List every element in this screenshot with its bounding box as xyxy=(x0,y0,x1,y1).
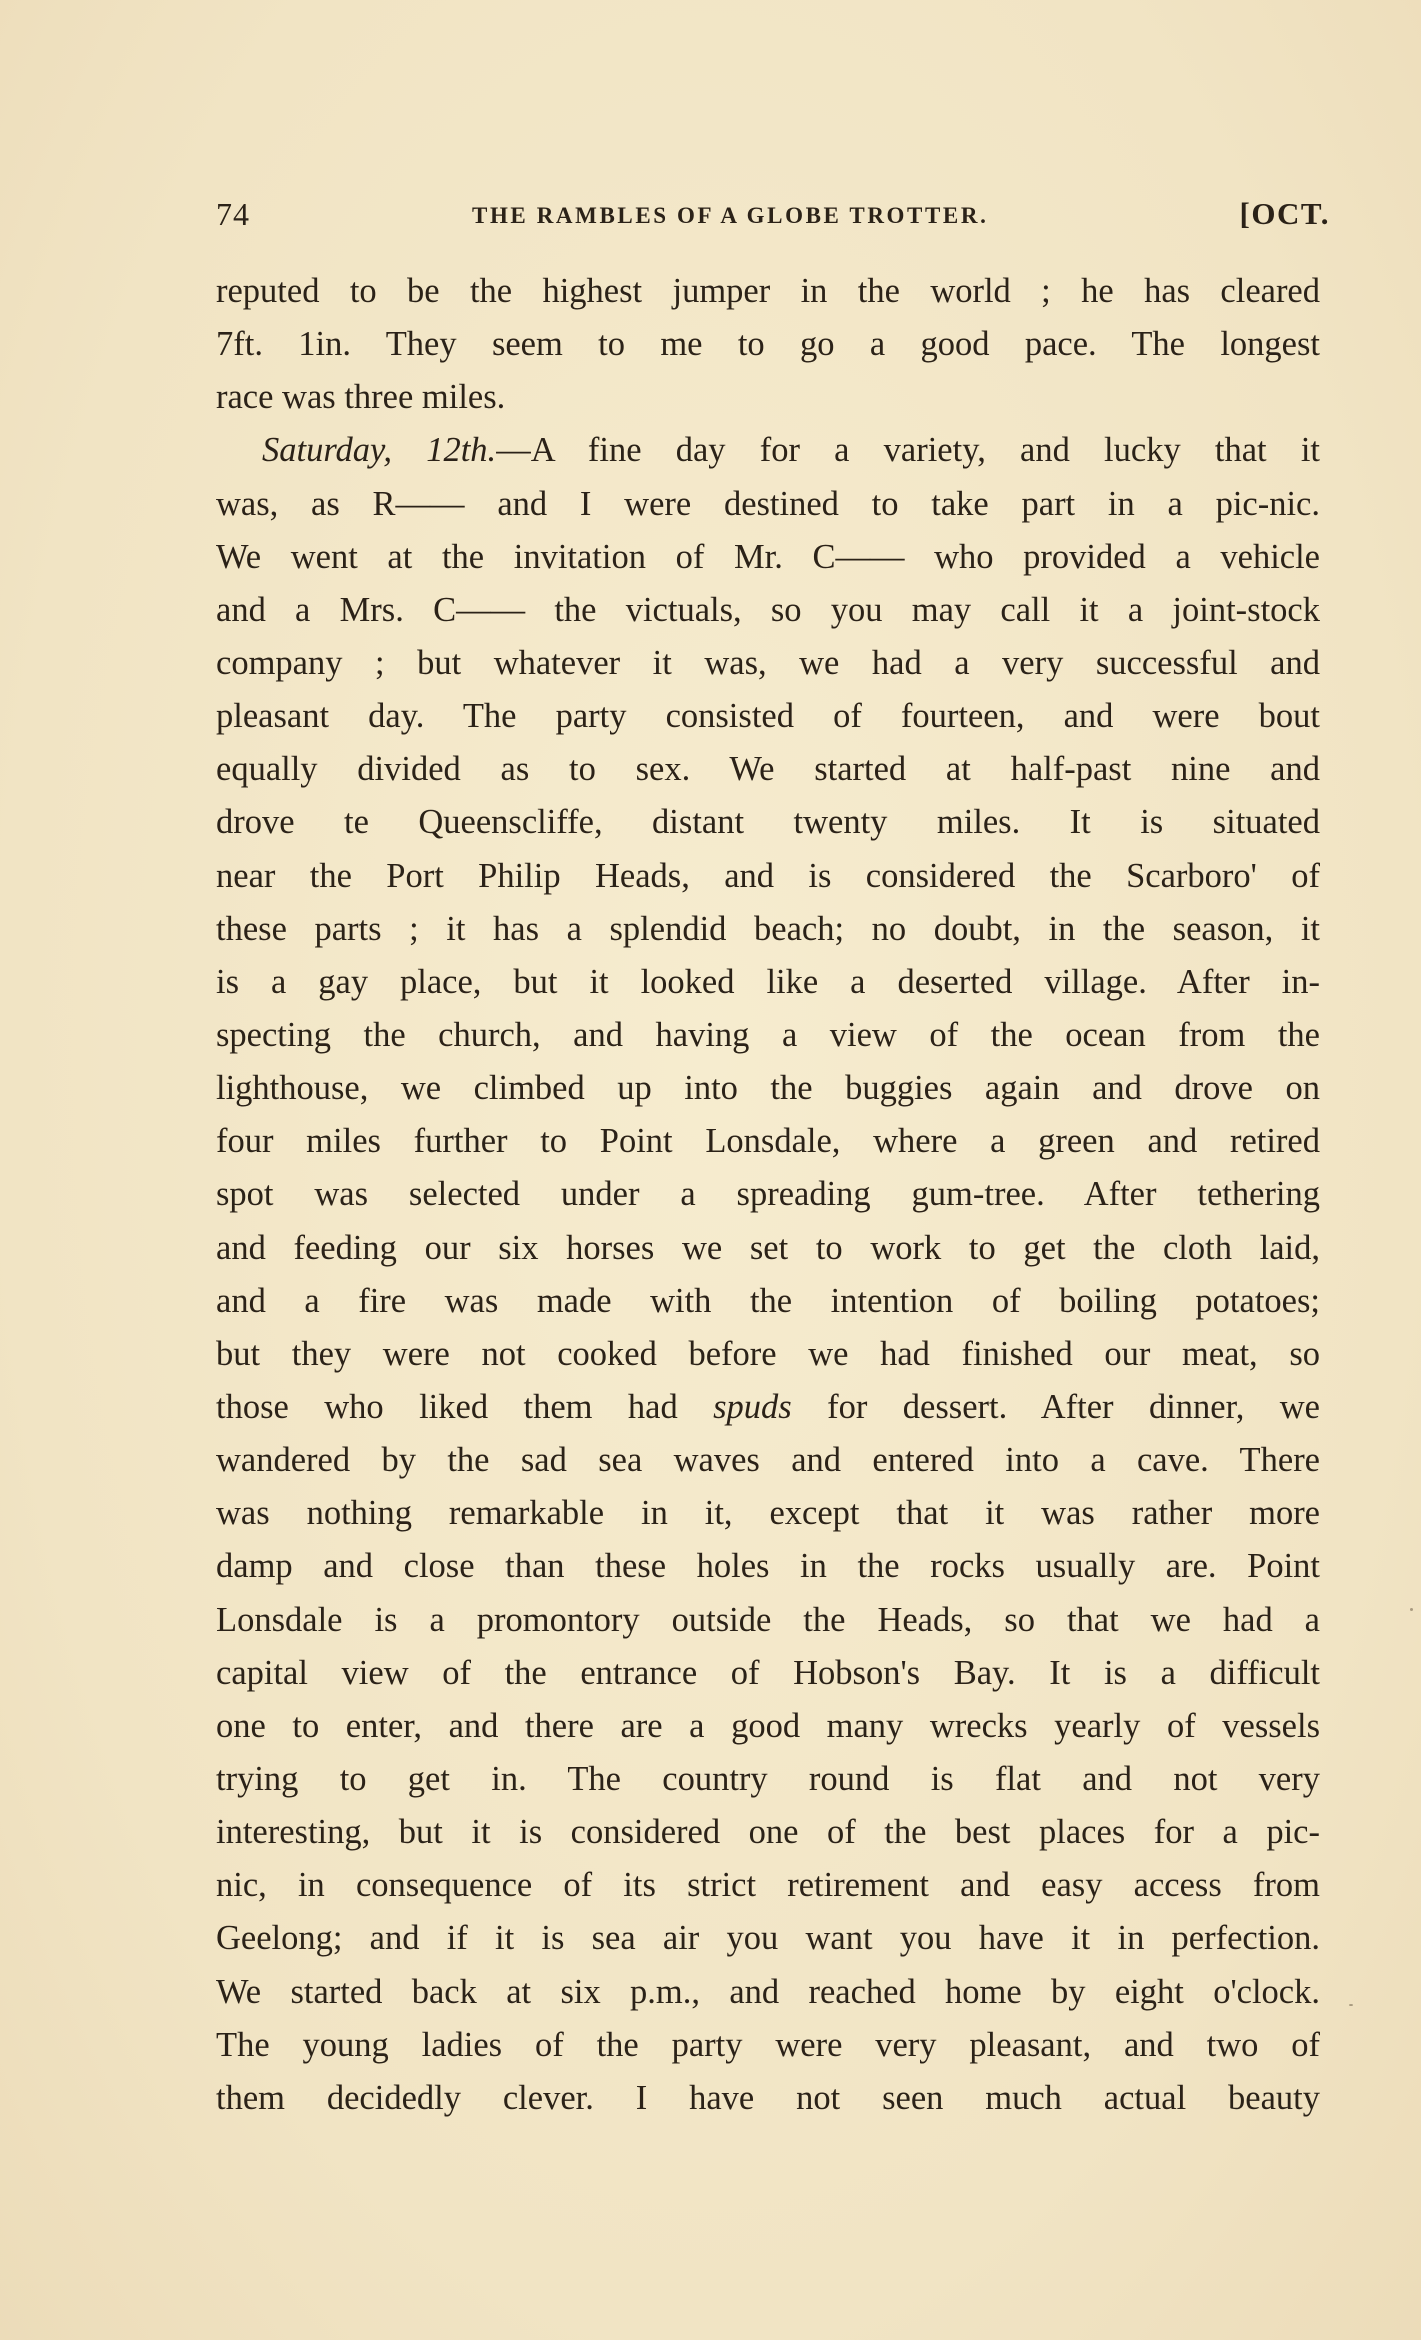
page-number: 74 xyxy=(216,196,250,232)
text-line: capital view of the entrance of Hobson's Bay. It is a difficult xyxy=(216,1653,1320,1692)
text-line: these parts ; it has a splendid beach; no doubt, in the season, it xyxy=(216,909,1320,948)
text-line: race was three miles. xyxy=(216,378,506,417)
text-line: and feeding our six horses we set to work to get the cloth laid, xyxy=(216,1228,1320,1267)
text-line: damp and close than these holes in the rocks usually are. Point xyxy=(216,1547,1320,1586)
text-line: one to enter, and there are a good many wrecks yearly of vessels xyxy=(216,1706,1320,1745)
text-line: trying to get in. The country round is flat and not very xyxy=(216,1759,1320,1798)
text-line: nic, in consequence of its strict retirement and easy access from xyxy=(216,1866,1320,1905)
text-line-dated xyxy=(216,424,1320,477)
text-line: but they were not cooked before we had finished our meat, so xyxy=(216,1334,1320,1373)
text-line: was nothing remarkable in it, except that it was rather more xyxy=(216,1494,1320,1533)
text-line: is a gay place, but it looked like a deserted village. After in- xyxy=(216,962,1320,1001)
section-mark: [OCT. xyxy=(1239,196,1330,231)
text-line-end: for dessert. After dinner, we xyxy=(827,1387,1320,1426)
italic-word: spuds xyxy=(713,1387,792,1426)
text-line: equally divided as to sex. We started at half-past nine and xyxy=(216,750,1320,789)
body-text xyxy=(216,265,1320,2125)
text-line: spot was selected under a spreading gum-tree. After tethering xyxy=(216,1175,1320,1214)
text-line: lighthouse, we climbed up into the buggies again and drove on xyxy=(216,1069,1320,1108)
text-line: company ; but whatever it was, we had a very successful and xyxy=(216,643,1320,682)
text-line: specting the church, and having a view of the ocean from the xyxy=(216,1015,1320,1054)
date-day: Saturday, xyxy=(262,431,393,470)
text-line: reputed to be the highest jumper in the world ; he has cleared xyxy=(216,272,1320,310)
text-line: near the Port Philip Heads, and is considered the Scarboro' of xyxy=(216,856,1320,895)
text-line: pleasant day. The party consisted of fourteen, and were bout xyxy=(216,697,1320,736)
running-head xyxy=(216,196,1330,240)
paper-speck xyxy=(1410,1608,1413,1611)
text-line: was, as R—— and I were destined to take part in a pic-nic. xyxy=(216,484,1320,523)
paper-speck xyxy=(1349,2004,1353,2006)
text-line: and a Mrs. C—— the victuals, so you may call it a joint-stock xyxy=(216,590,1320,629)
text-line: drove te Queenscliffe, distant twenty miles. It is situated xyxy=(216,803,1320,842)
text-line: four miles further to Point Lonsdale, where a green and retired xyxy=(216,1122,1320,1161)
text-line: We started back at six p.m., and reached home by eight o'clock. xyxy=(216,1972,1320,2011)
running-title: THE RAMBLES OF A GLOBE TROTTER. xyxy=(472,203,989,228)
text-line: and a fire was made with the intention of boiling potatoes; xyxy=(216,1281,1320,1320)
text-line-italic xyxy=(216,1381,1320,1434)
text-line: Geelong; and if it is sea air you want you have it in perfection. xyxy=(216,1919,1320,1958)
text-line: them decidedly clever. I have not seen much actual beauty xyxy=(216,2078,1320,2117)
text-line: 7ft. 1in. They seem to me to go a good pace. The longest xyxy=(216,325,1320,364)
date-number: 12th. xyxy=(426,431,497,470)
text-line: We went at the invitation of Mr. C—— who provided a vehicle xyxy=(216,537,1320,576)
text-line-rest: —A fine day for a variety, and lucky that it xyxy=(496,431,1320,470)
text-line: interesting, but it is considered one of the best places for a pic- xyxy=(216,1813,1320,1852)
text-line-start: those who liked them had xyxy=(216,1387,678,1426)
text-line: wandered by the sad sea waves and entered into a cave. There xyxy=(216,1441,1320,1480)
text-line: Lonsdale is a promontory outside the Heads, so that we had a xyxy=(216,1600,1320,1639)
text-line: The young ladies of the party were very pleasant, and two of xyxy=(216,2025,1320,2064)
